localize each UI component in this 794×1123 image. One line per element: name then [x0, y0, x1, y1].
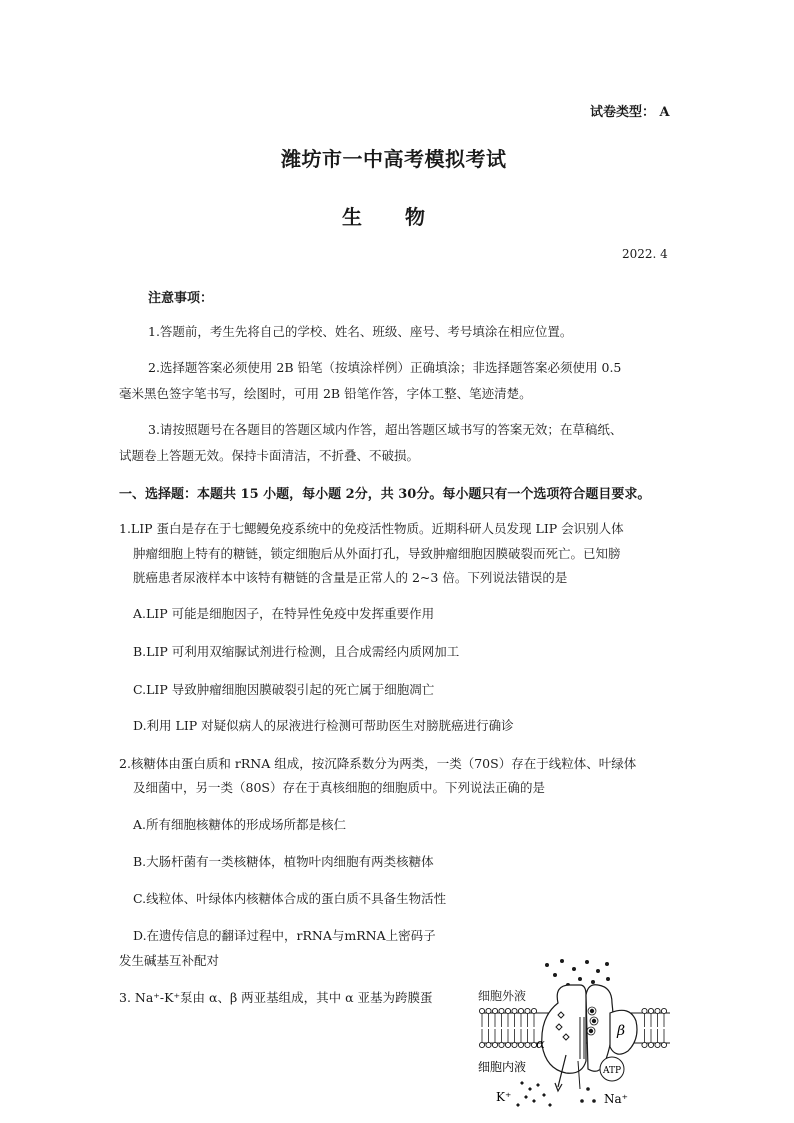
question-1-option-d: D.利用 LIP 对疑似病人的尿液进行检测可帮助医生对膀胱癌进行确诊 [133, 718, 514, 733]
extracellular-fluid-label: 细胞外液 [478, 989, 527, 1003]
notice-item-2-line-2: 毫米黑色签字笔书写，绘图时，可用 2B 铅笔作答，字体工整、笔迹清楚。 [119, 386, 532, 401]
notice-heading: 注意事项： [148, 291, 214, 306]
paper-type-label: 试卷类型： A [590, 105, 670, 120]
potassium-ion-label: K⁺ [496, 1090, 512, 1104]
lipid-head [512, 1008, 517, 1013]
question-2-option-c: C.线粒体、叶绿体内核糖体合成的蛋白质不具备生物活性 [133, 891, 447, 906]
lipid-head [642, 1008, 647, 1013]
lipid-head [655, 1008, 660, 1013]
lipid-head [499, 1008, 504, 1013]
lipid-head [479, 1042, 484, 1047]
question-2-option-d-line-1: D.在遗传信息的翻译过程中，rRNA与mRNA上密码子 [133, 928, 436, 943]
question-1-option-a: A.LIP 可能是细胞因子，在特异性免疫中发挥重要作用 [133, 606, 435, 621]
notice-item-3-line-2: 试题卷上答题无效。保持卡面清洁，不折叠、不破损。 [119, 448, 420, 463]
lipid-head [661, 1008, 666, 1013]
question-1-option-c: C.LIP 导致肿瘤细胞因膜破裂引起的死亡属于细胞凋亡 [133, 682, 435, 697]
lipid-head [518, 1008, 523, 1013]
exam-title: 潍坊市一中高考模拟考试 [281, 147, 507, 171]
lipid-head [486, 1008, 491, 1013]
lipid-head [499, 1042, 504, 1047]
beta-label: β [617, 1023, 626, 1039]
question-1-stem-line-3: 胱癌患者尿液样本中该特有糖链的含量是正常人的 2~3 倍。下列说法错误的是 [133, 570, 568, 585]
intracellular-fluid-label: 细胞内液 [478, 1060, 527, 1074]
outside-ion-dots [545, 959, 610, 987]
lipid-head [642, 1042, 647, 1047]
question-2-stem-line-1: 2.核糖体由蛋白质和 rRNA 组成，按沉降系数分为两类，一类（70S）存在于线粒体、叶绿体 [119, 756, 637, 771]
lipid-head [505, 1042, 510, 1047]
lipid-head [518, 1042, 523, 1047]
notice-item-2-line-1: 2.选择题答案必须使用 2B 铅笔（按填涂样例）正确填涂；非选择题答案必须使用 0.5 [148, 360, 622, 375]
alpha-label: α [536, 1037, 545, 1052]
sodium-potassium-pump-diagram [470, 955, 685, 1115]
lipid-head [512, 1042, 517, 1047]
question-2-option-a: A.所有细胞核糖体的形成场所都是核仁 [133, 817, 347, 832]
section-heading: 一、选择题：本题共 15 小题，每小题 2分，共 30分。每小题只有一个选项符合题目要求。 [119, 487, 651, 502]
lipid-head [661, 1042, 666, 1047]
lipid-head [655, 1042, 660, 1047]
lipid-head [486, 1042, 491, 1047]
exam-date: 2022. 4 [622, 247, 668, 261]
lipid-head [479, 1008, 484, 1013]
subject-title: 生 物 [342, 205, 443, 229]
lipid-head [525, 1042, 530, 1047]
lipid-head [492, 1008, 497, 1013]
lipid-head [492, 1042, 497, 1047]
lipid-head [648, 1008, 653, 1013]
lipid-head [505, 1008, 510, 1013]
question-2-option-d-line-2: 发生碱基互补配对 [119, 953, 220, 968]
question-1-stem-line-2: 肿瘤细胞上特有的糖链，锁定细胞后从外面打孔，导致肿瘤细胞因膜破裂而死亡。已知膀 [133, 546, 621, 561]
lipid-head [525, 1008, 530, 1013]
notice-item-1: 1.答题前，考生先将自己的学校、姓名、班级、座号、考号填涂在相应位置。 [148, 324, 573, 339]
notice-item-3-line-1: 3.请按照题号在各题目的答题区域内作答，超出答题区域书写的答案无效；在草稿纸、 [148, 422, 623, 437]
question-3-stem-line-1: 3. Na⁺-K⁺泵由 α、β 两亚基组成，其中 α 亚基为跨膜蛋 [119, 990, 433, 1005]
question-2-option-b: B.大肠杆菌有一类核糖体，植物叶肉细胞有两类核糖体 [133, 854, 434, 869]
question-1-option-b: B.LIP 可利用双缩脲试剂进行检测，且合成需经内质网加工 [133, 644, 460, 659]
alpha-subunit [542, 985, 586, 1073]
lipid-head [531, 1008, 536, 1013]
question-2-stem-line-2: 及细菌中，另一类（80S）存在于真核细胞的细胞质中。下列说法正确的是 [133, 780, 545, 795]
atp-label: ATP [602, 1066, 622, 1076]
sodium-ion-label: Na⁺ [604, 1092, 628, 1106]
lipid-head [648, 1042, 653, 1047]
question-1-stem-line-1: 1.LIP 蛋白是存在于七鳃鳗免疫系统中的免疫活性物质。近期科研人员发现 LIP 会识别人体 [119, 521, 624, 536]
